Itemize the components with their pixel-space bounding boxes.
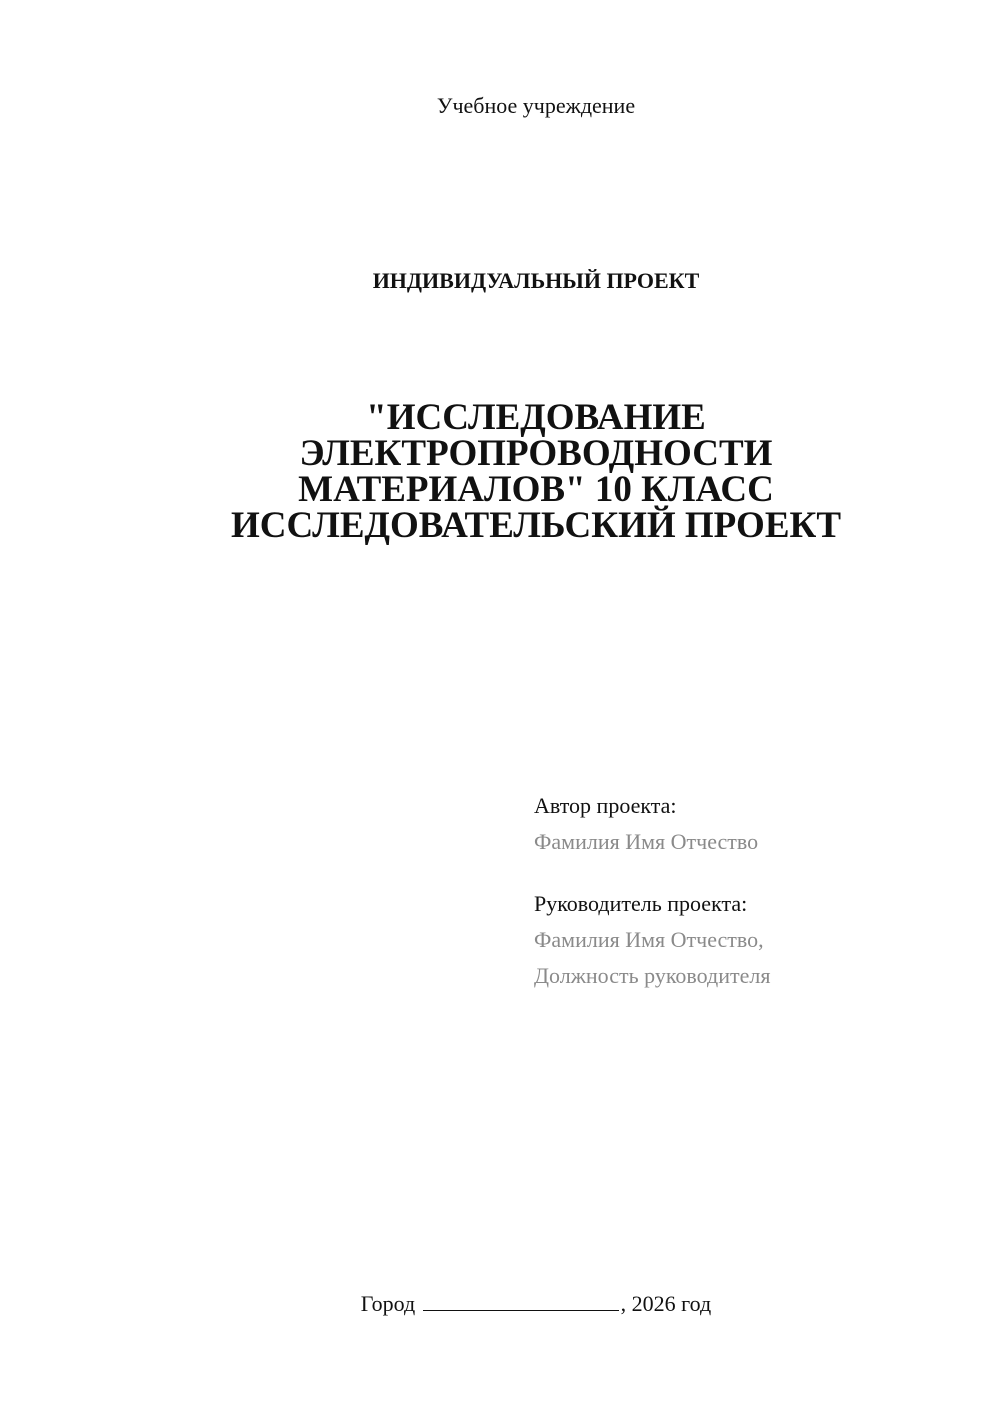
title-line: МАТЕРИАЛОВ" 10 КЛАСС: [298, 469, 774, 510]
credits-block: [534, 788, 974, 994]
city-label: Город: [360, 1291, 416, 1316]
city-blank-line: [423, 1290, 619, 1311]
year-text: , 2026 год: [620, 1291, 712, 1316]
title-line: ЭЛЕКТРОПРОВОДНОСТИ: [299, 433, 773, 474]
author-name: Фамилия Имя Отчество: [534, 829, 759, 854]
author-block: [534, 788, 974, 860]
supervisor-position: Должность руководителя: [534, 963, 771, 988]
city-year-line: [0, 1290, 1000, 1318]
supervisor-label: Руководитель проекта:: [534, 891, 748, 916]
institution-name: Учебное учреждение: [436, 93, 636, 118]
title-line: ИССЛЕДОВАТЕЛЬСКИЙ ПРОЕКТ: [230, 505, 842, 546]
supervisor-block: [534, 886, 974, 994]
document-type: ИНДИВИДУАЛЬНЫЙ ПРОЕКТ: [372, 268, 700, 293]
supervisor-name: Фамилия Имя Отчество,: [534, 927, 764, 952]
title-line: "ИССЛЕДОВАНИЕ: [366, 397, 706, 438]
project-title: [170, 397, 902, 546]
author-label: Автор проекта:: [534, 793, 677, 818]
